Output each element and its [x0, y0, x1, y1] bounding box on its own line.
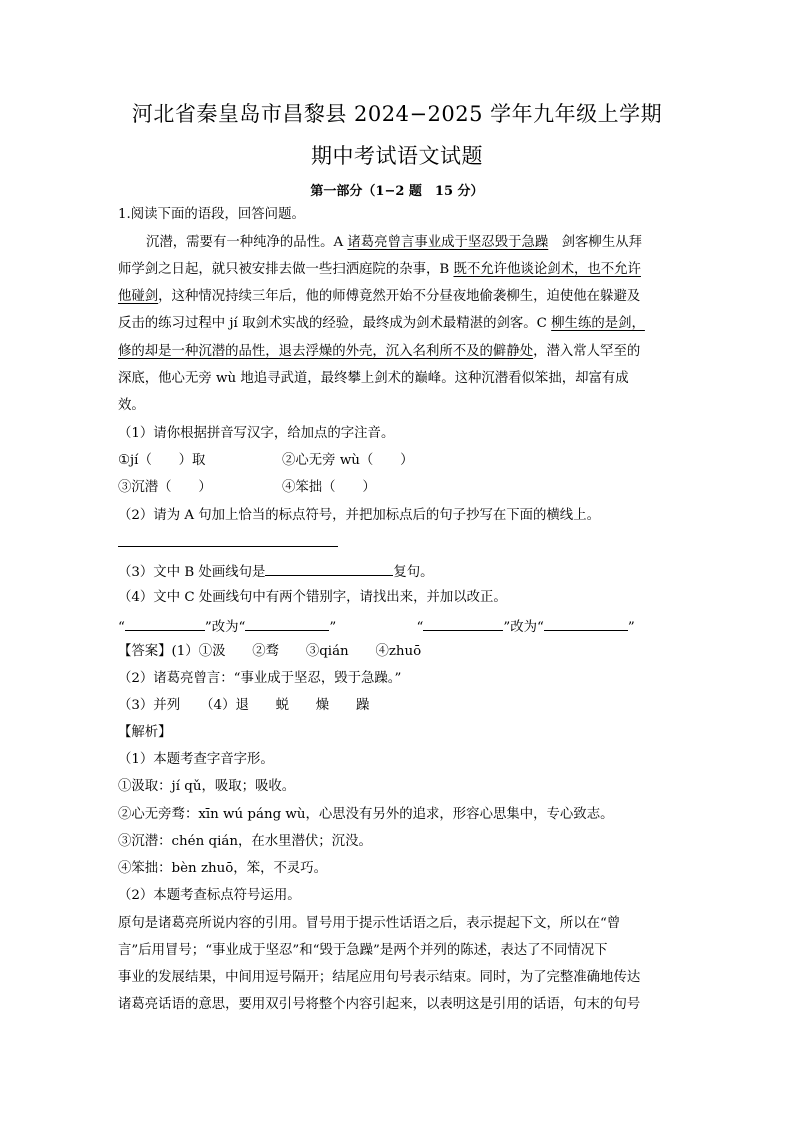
passage-line — [146, 234, 642, 252]
passage-line — [118, 315, 645, 333]
change-to-text: ”改为“ — [204, 620, 246, 635]
analysis-line: ②心无旁骛：xīn wú páng wù，心思没有另外的追求，形容心思集中，专心致志。 — [118, 807, 614, 822]
section-heading: 第一部分（1−2 题 15 分） — [310, 184, 484, 199]
analysis-line: 原句是诸葛亮所说内容的引用。冒号用于提示性话语之后，表示提起下文，所以在“曾 — [118, 916, 621, 931]
passage-text: ，这种情况持续三年后，他的师傅竟然开始不分昼夜地偷袭柳生，迫使他在躲避及 — [158, 289, 641, 304]
underlined-sentence-c: 柳生练的是剑， — [551, 316, 645, 331]
subquestion-3-text: （3）文中 B 处画线句是 — [118, 565, 266, 580]
passage-line — [118, 261, 641, 279]
quote-mark: “ — [118, 620, 125, 635]
subquestion-1-item: ③沉潜（ ） — [118, 480, 212, 495]
analysis-line: ③沉潜：chén qián，在水里潜伏；沉没。 — [118, 834, 372, 849]
analysis-line: 诸葛亮话语的意思，要用双引号将整个内容引起来，以表明这是引用的话语，句末的句号 — [118, 997, 641, 1012]
underlined-sentence-b: 既不允许他谈论剑术，也不允许 — [453, 262, 641, 277]
passage-text: 剑客柳生从拜 — [548, 235, 642, 250]
question-stem: 1.阅读下面的语段，回答问题。 — [118, 207, 305, 222]
answer-blank[interactable] — [544, 616, 628, 631]
answer-blank[interactable] — [265, 561, 393, 576]
answer-line-3: （3）并列 （4）退 蜕 燥 躁 — [118, 698, 370, 713]
analysis-line: ④笨拙：bèn zhuō，笨，不灵巧。 — [118, 861, 328, 876]
passage-text: 师学剑之日起，就只被安排去做一些扫洒庭院的杂事，B — [118, 262, 454, 277]
subquestion-2: （2）请为 A 句加上恰当的标点符号，并把加标点后的句子抄写在下面的横线上。 — [118, 508, 600, 523]
underlined-sentence-a: 诸葛亮曾言事业成于坚忍毁于急躁 — [347, 235, 549, 250]
passage-text: ，潜入常人罕至的 — [533, 344, 641, 359]
analysis-line: ①汲取：jí qǔ，吸取；吸收。 — [118, 779, 296, 794]
quote-mark: ” — [627, 620, 635, 635]
passage-line — [118, 343, 640, 361]
quote-mark: ” — [329, 620, 337, 635]
passage-line: 深底，他心无旁 wù 地追寻武道，最终攀上剑术的巅峰。这种沉潜看似笨拙，却富有成 — [118, 371, 629, 386]
doc-title-line2: 期中考试语文试题 — [311, 144, 483, 168]
analysis-heading: 【解析】 — [118, 725, 172, 740]
subquestion-3 — [118, 561, 434, 582]
quote-mark: “ — [416, 620, 424, 635]
answer-blank[interactable] — [125, 616, 205, 631]
spacer — [336, 620, 416, 635]
passage-line — [118, 288, 640, 306]
doc-title-line1: 河北省秦皇岛市昌黎县 2024−2025 学年九年级上学期 — [131, 102, 663, 126]
analysis-line: 事业的发展结果，中间用逗号隔开；结尾应用句号表示结束。同时，为了完整准确地传达 — [118, 970, 641, 985]
subquestion-3-text: 复句。 — [393, 565, 434, 580]
subquestion-4: （4）文中 C 处画线句中有两个错别字，请找出来，并加以改正。 — [118, 590, 507, 605]
underlined-sentence-c-cont: 修的却是一种沉潜的品性，退去浮燥的外壳，沉入名利所不及的僻静处 — [118, 344, 534, 359]
subquestion-1-item: ④笨拙（ ） — [282, 480, 376, 495]
underlined-sentence-b-end: 他碰剑 — [118, 289, 159, 304]
passage-line: 效。 — [118, 398, 145, 413]
answer-line-1: 【答案】(1）①汲 ②骛 ③qián ④zhuō — [118, 644, 422, 659]
subquestion-1-item: ②心无旁 wù（ ） — [282, 453, 414, 468]
analysis-line: 言”后用冒号；“事业成于坚忍”和“毁于急躁”是两个并列的陈述，表达了不同情况下 — [118, 943, 608, 958]
subquestion-1: （1）请你根据拼音写汉字，给加点的字注音。 — [118, 426, 395, 441]
subquestion-4-blanks — [118, 616, 635, 637]
passage-text: 沉潜，需要有一种纯净的品性。A — [146, 235, 348, 250]
change-to-text: ”改为“ — [503, 620, 544, 635]
answer-line-2: （2）诸葛亮曾言：“事业成于坚忍，毁于急躁。” — [118, 671, 402, 686]
answer-blank-line[interactable] — [118, 546, 338, 547]
subquestion-1-item: ①jí（ ）取 — [118, 453, 206, 468]
analysis-line: （2）本题考查标点符号运用。 — [118, 888, 301, 903]
answer-blank[interactable] — [423, 616, 503, 631]
passage-text: 反击的练习过程中 jí 取剑术实战的经验，最终成为剑术最精湛的剑客。C — [118, 316, 552, 331]
analysis-line: （1）本题考查字音字形。 — [118, 752, 274, 767]
answer-blank[interactable] — [245, 616, 329, 631]
